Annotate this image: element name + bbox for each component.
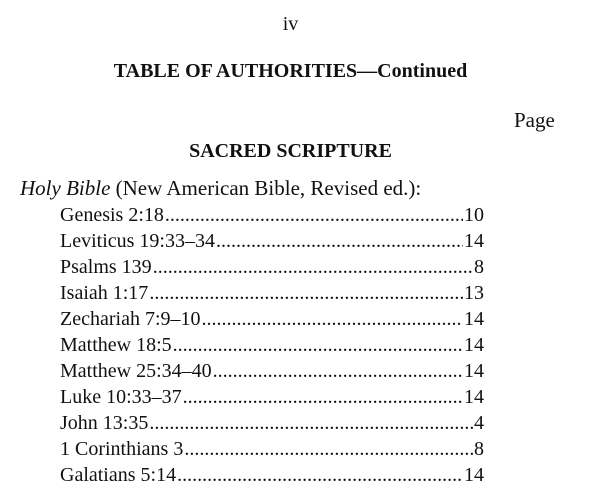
citation-page-number: 10 xyxy=(464,204,484,226)
citation-text: Leviticus 19:33–34 xyxy=(60,230,215,252)
citation-page-number: 13 xyxy=(464,282,484,304)
citation-page-number: 14 xyxy=(464,360,484,382)
section-heading: SACRED SCRIPTURE xyxy=(189,140,392,162)
citation-entry xyxy=(60,358,484,384)
citation-text: Matthew 18:5 xyxy=(60,334,172,356)
authority-edition: (New American Bible, Revised ed.): xyxy=(115,176,422,200)
dot-leader xyxy=(216,228,463,254)
page-column-label: Page xyxy=(514,108,555,132)
citation-entry xyxy=(60,332,484,358)
dot-leader xyxy=(173,332,463,358)
authority-heading xyxy=(20,176,421,200)
citation-entry xyxy=(60,462,484,488)
citation-text: Psalms 139 xyxy=(60,256,152,278)
citation-text: John 13:35 xyxy=(60,412,149,434)
dot-leader xyxy=(149,280,463,306)
citation-entry xyxy=(60,202,484,228)
citation-entry xyxy=(60,254,484,280)
citation-page-number: 14 xyxy=(464,308,484,330)
citation-page-number: 8 xyxy=(474,256,484,278)
dot-leader xyxy=(202,306,464,332)
citation-list xyxy=(60,202,484,488)
citation-page-number: 14 xyxy=(464,464,484,486)
citation-text: Luke 10:33–37 xyxy=(60,386,182,408)
citation-page-number: 8 xyxy=(474,438,484,460)
dot-leader xyxy=(153,254,473,280)
dot-leader xyxy=(177,462,463,488)
citation-text: 1 Corinthians 3 xyxy=(60,438,184,460)
table-of-authorities-heading: TABLE OF AUTHORITIES—Continued xyxy=(113,60,468,82)
dot-leader xyxy=(183,384,463,410)
citation-page-number: 14 xyxy=(464,230,484,252)
citation-entry xyxy=(60,280,484,306)
citation-entry xyxy=(60,436,484,462)
dot-leader xyxy=(184,436,473,462)
citation-text: Isaiah 1:17 xyxy=(60,282,149,304)
citation-text: Galatians 5:14 xyxy=(60,464,177,486)
citation-entry xyxy=(60,384,484,410)
citation-entry xyxy=(60,228,484,254)
dot-leader xyxy=(165,202,463,228)
citation-page-number: 14 xyxy=(464,386,484,408)
citation-entry xyxy=(60,410,484,436)
citation-page-number: 14 xyxy=(464,334,484,356)
citation-text: Genesis 2:18 xyxy=(60,204,164,226)
citation-page-number: 4 xyxy=(474,412,484,434)
citation-text: Matthew 25:34–40 xyxy=(60,360,212,382)
authority-title: Holy Bible xyxy=(20,176,111,200)
dot-leader xyxy=(213,358,463,384)
page-number: iv xyxy=(282,13,299,35)
dot-leader xyxy=(149,410,473,436)
citation-text: Zechariah 7:9–10 xyxy=(60,308,201,330)
citation-entry xyxy=(60,306,484,332)
